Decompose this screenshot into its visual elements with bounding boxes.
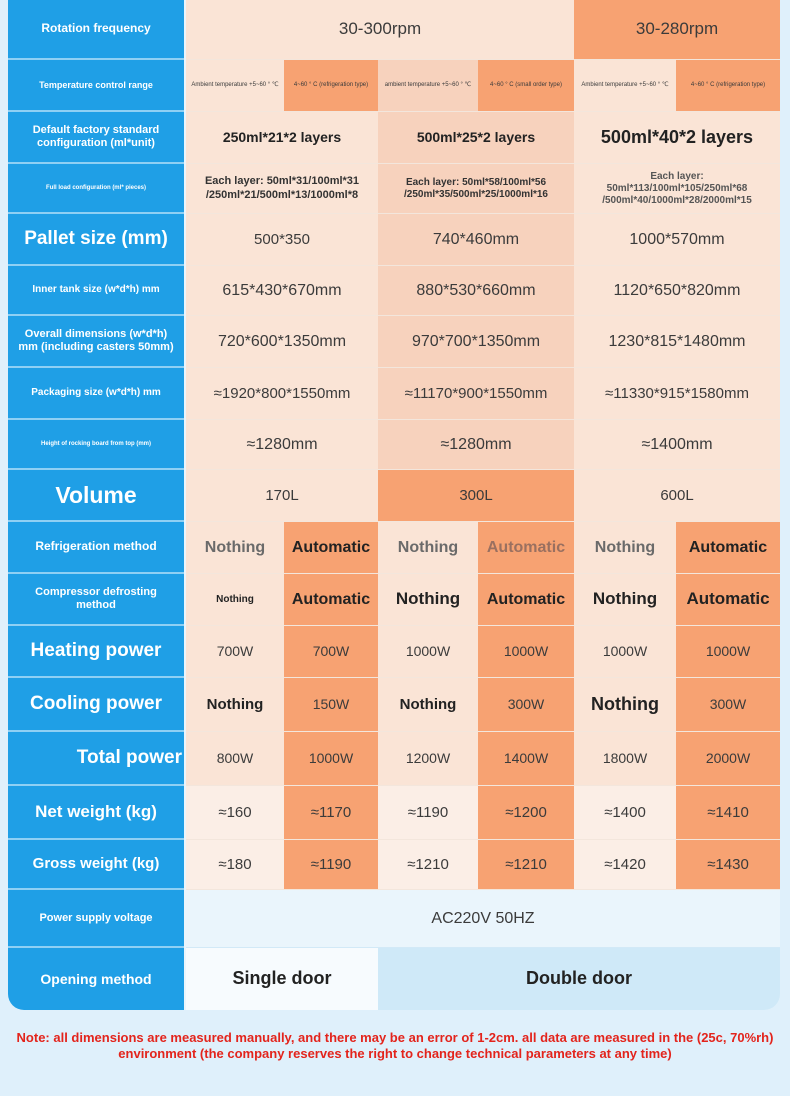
value-net-6: ≈1410 [676,786,780,840]
disclaimer-note: Note: all dimensions are measured manually, and there may be an error of 1-2cm. all data are measured in the (25c, 70%rh) environment (the company reserves the right to change technical parameters at any time) [16,1030,774,1061]
value-gross-5: ≈1420 [574,840,676,890]
row-net-weight [8,786,780,840]
label-temperature-range: Temperature control range [8,60,184,112]
value-defrost-3: Nothing [378,574,478,626]
row-opening-method [8,948,780,1010]
value-tank-a: 615*430*670mm [186,266,378,316]
value-cooling-6: 300W [676,678,780,732]
value-gross-6: ≈1430 [676,840,780,890]
value-tank-b: 880*530*660mm [378,266,574,316]
row-overall-dimensions [8,316,780,368]
value-rocking-c: ≈1400mm [574,420,780,470]
label-inner-tank: Inner tank size (w*d*h) mm [8,266,184,316]
value-temp-f: 4~60 ° C (refrigeration type) [676,60,780,112]
value-cooling-2: 150W [284,678,378,732]
label-gross-weight: Gross weight (kg) [8,840,184,890]
value-overall-b: 970*700*1350mm [378,316,574,368]
label-default-config: Default factory standard configuration (ml*unit) [8,112,184,164]
value-gross-4: ≈1210 [478,840,574,890]
value-config-c: 500ml*40*2 layers [574,112,780,164]
label-heating-power: Heating power [8,626,184,678]
label-net-weight: Net weight (kg) [8,786,184,840]
label-volume: Volume [8,470,184,522]
value-rocking-a: ≈1280mm [186,420,378,470]
value-net-4: ≈1200 [478,786,574,840]
row-rocking-height [8,420,780,470]
label-defrost: Compressor defrosting method [8,574,184,626]
value-net-5: ≈1400 [574,786,676,840]
label-pallet-size: Pallet size (mm) [8,214,184,266]
label-power-voltage: Power supply voltage [8,890,184,948]
value-packaging-b: ≈11170*900*1550mm [378,368,574,420]
row-gross-weight [8,840,780,890]
value-heating-6: 1000W [676,626,780,678]
value-tank-c: 1120*650*820mm [574,266,780,316]
value-heating-5: 1000W [574,626,676,678]
value-volume-b: 300L [378,470,574,522]
value-net-2: ≈1170 [284,786,378,840]
row-default-config [8,112,780,164]
row-rotation-frequency [8,0,780,60]
label-refrigeration: Refrigeration method [8,522,184,574]
value-gross-2: ≈1190 [284,840,378,890]
label-overall-dimensions: Overall dimensions (w*d*h) mm (including casters 50mm) [8,316,184,368]
row-volume [8,470,780,522]
value-fullload-b: Each layer: 50ml*58/100ml*56 /250ml*35/500ml*25/1000ml*16 [378,164,574,214]
value-total-6: 2000W [676,732,780,786]
value-defrost-2: Automatic [284,574,378,626]
label-rotation-frequency: Rotation frequency [8,0,184,60]
label-cooling-power: Cooling power [8,678,184,732]
value-volume-c: 600L [574,470,780,522]
value-refrig-5: Nothing [574,522,676,574]
row-cooling-power [8,678,780,732]
value-fullload-a: Each layer: 50ml*31/100ml*31 /250ml*21/500ml*13/1000ml*8 [186,164,378,214]
value-defrost-4: Automatic [478,574,574,626]
value-packaging-c: ≈11330*915*1580mm [574,368,780,420]
value-packaging-a: ≈1920*800*1550mm [186,368,378,420]
label-total-power: Total power [8,732,184,786]
row-pallet-size [8,214,780,266]
value-config-a: 250ml*21*2 layers [186,112,378,164]
value-temp-d: 4~60 ° C (small order type) [478,60,574,112]
row-heating-power [8,626,780,678]
value-overall-c: 1230*815*1480mm [574,316,780,368]
row-total-power [8,732,780,786]
value-opening-a: Single door [186,948,378,1010]
row-power-voltage [8,890,780,948]
value-rotation-b: 30-280rpm [574,0,780,60]
row-packaging-size [8,368,780,420]
value-temp-e: Ambient temperature +5~60 ° ℃ [574,60,676,112]
label-rocking-height: Height of rocking board from top (mm) [8,420,184,470]
value-overall-a: 720*600*1350mm [186,316,378,368]
row-full-load [8,164,780,214]
value-volume-a: 170L [186,470,378,522]
value-temp-c: ambient temperature +5~60 ° ℃ [378,60,478,112]
value-defrost-6: Automatic [676,574,780,626]
value-pallet-c: 1000*570mm [574,214,780,266]
value-fullload-c: Each layer: 50ml*113/100ml*105/250ml*68 /500ml*40/1000ml*28/2000ml*15 [574,164,780,214]
value-heating-4: 1000W [478,626,574,678]
value-refrig-4: Automatic [478,522,574,574]
value-config-b: 500ml*25*2 layers [378,112,574,164]
value-voltage: AC220V 50HZ [186,890,780,948]
value-defrost-5: Nothing [574,574,676,626]
value-refrig-1: Nothing [186,522,284,574]
value-net-3: ≈1190 [378,786,478,840]
value-heating-2: 700W [284,626,378,678]
row-inner-tank [8,266,780,316]
value-total-2: 1000W [284,732,378,786]
spec-table [8,0,780,1010]
value-refrig-3: Nothing [378,522,478,574]
value-cooling-4: 300W [478,678,574,732]
label-packaging-size: Packaging size (w*d*h) mm [8,368,184,420]
row-temperature-range [8,60,780,112]
value-heating-3: 1000W [378,626,478,678]
value-defrost-1: Nothing [186,574,284,626]
label-opening-method: Opening method [8,948,184,1010]
value-cooling-5: Nothing [574,678,676,732]
value-net-1: ≈160 [186,786,284,840]
value-total-5: 1800W [574,732,676,786]
value-refrig-6: Automatic [676,522,780,574]
value-cooling-3: Nothing [378,678,478,732]
value-temp-b: 4~60 ° C (refrigeration type) [284,60,378,112]
value-gross-1: ≈180 [186,840,284,890]
value-total-1: 800W [186,732,284,786]
value-pallet-a: 500*350 [186,214,378,266]
label-full-load: Full load configuration (ml* pieces) [8,164,184,214]
row-defrost [8,574,780,626]
value-total-3: 1200W [378,732,478,786]
value-total-4: 1400W [478,732,574,786]
value-gross-3: ≈1210 [378,840,478,890]
value-temp-a: Ambient temperature +5~60 ° ℃ [186,60,284,112]
value-rocking-b: ≈1280mm [378,420,574,470]
value-refrig-2: Automatic [284,522,378,574]
value-opening-b: Double door [378,948,780,1010]
value-rotation-a: 30-300rpm [186,0,574,60]
value-heating-1: 700W [186,626,284,678]
row-refrigeration [8,522,780,574]
value-cooling-1: Nothing [186,678,284,732]
value-pallet-b: 740*460mm [378,214,574,266]
